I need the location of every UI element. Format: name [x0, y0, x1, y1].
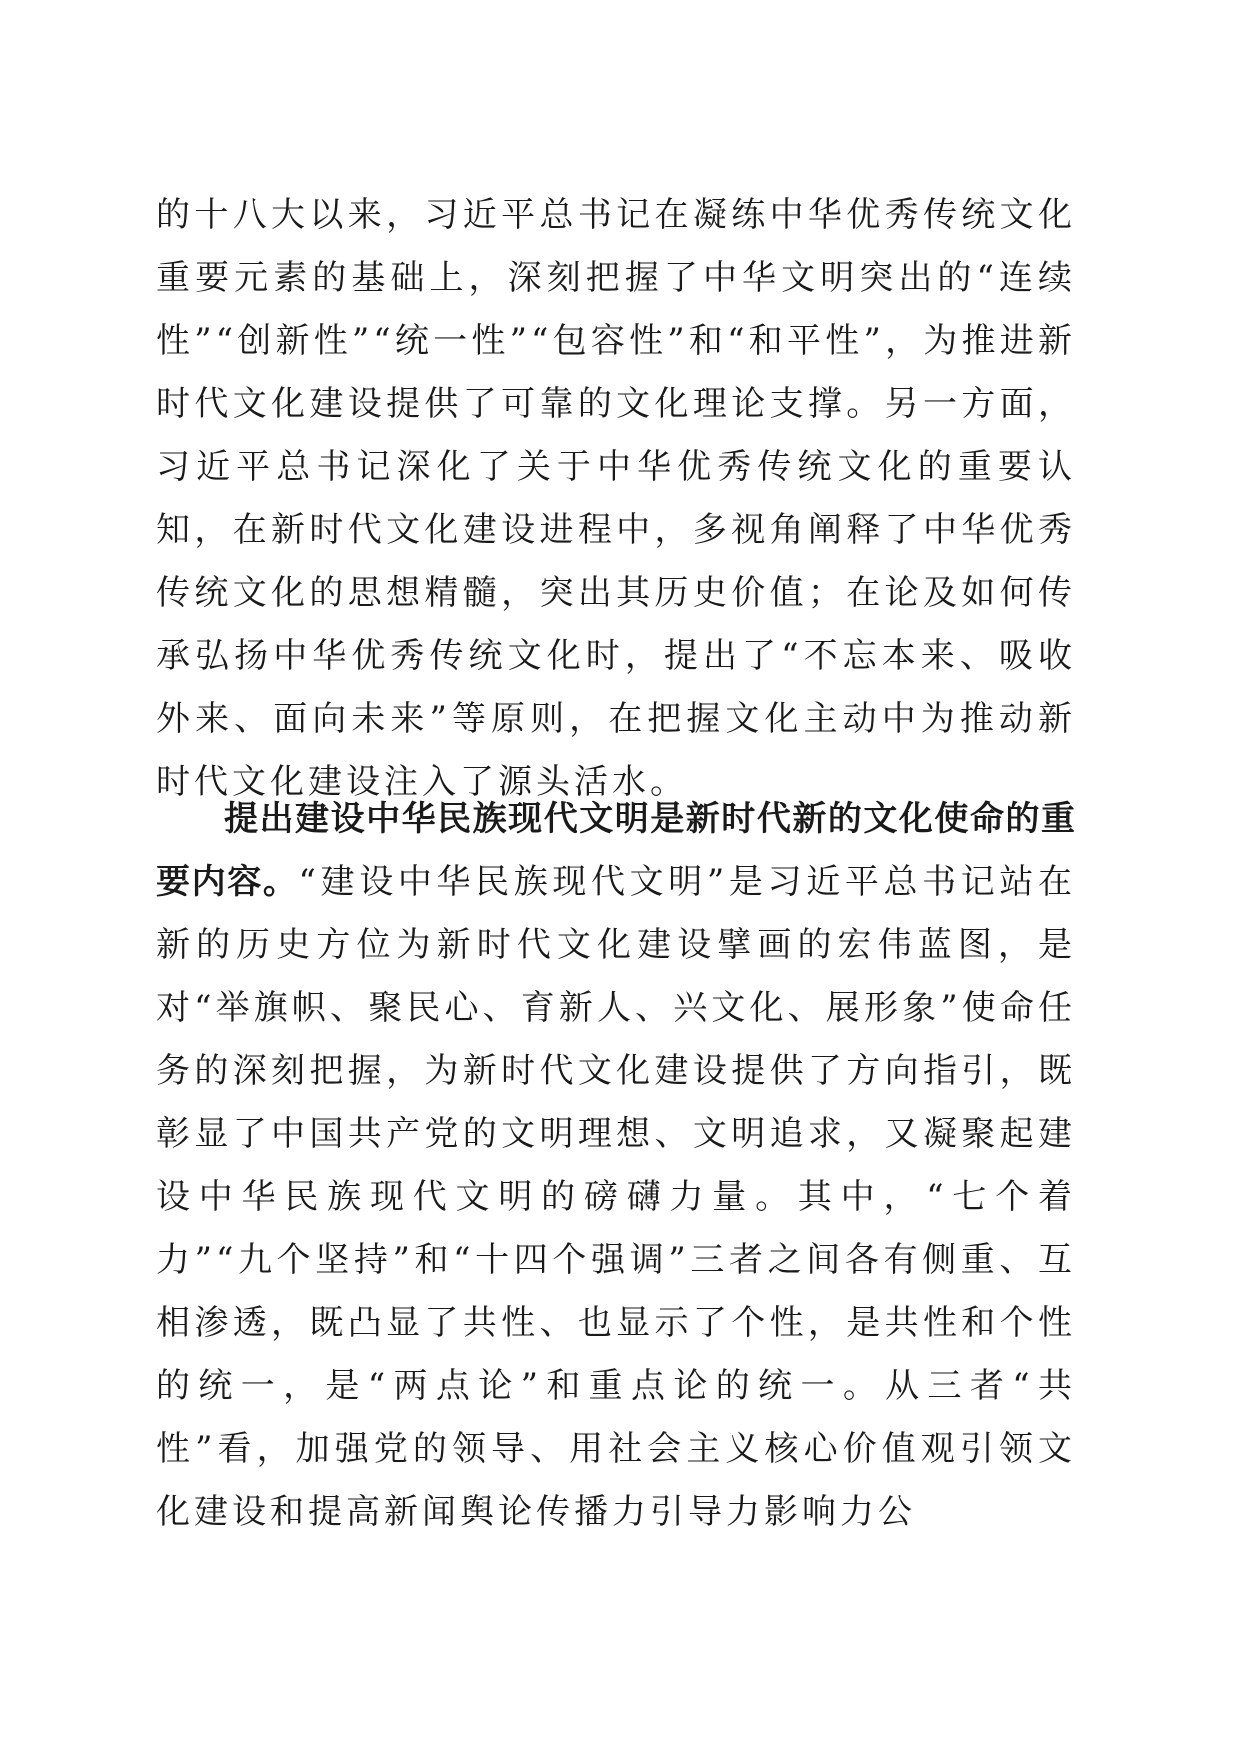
paragraph-1: 的十八大以来，习近平总书记在凝练中华优秀传统文化重要元素的基础上，深刻把握了中华文明突出的“连续性”“创新性”“统一性”“包容性”和“和平性”，为推进新时代文化建设提供了可靠的文化理论支撑。另一方面，习近平总书记深化了关于中华优秀传统文化的重要认知，在新时代文化建设进程中，多视角阐释了中华优秀传统文化的思想精髓，突出其历史价值；在论及如何传承弘扬中华优秀传统文化时，提出了“不忘本来、吸收外来、面向未来”等原则，在把握文化主动中为推动新时代文化建设注入了源头活水。 — [156, 195, 1076, 802]
paragraph-2-body: “建设中华民族现代文明”是习近平总书记站在新的历史方位为新时代文化建设擘画的宏伟蓝图，是对“举旗帜、聚民心、育新人、兴文化、展形象”使命任务的深刻把握，为新时代文化建设提供了方向指引，既彰显了中国共产党的文明理想、文明追求，又凝聚起建设中华民族现代文明的磅礴力量。其中，“七个着力”“九个坚持”和“十四个强调”三者之间各有侧重、互相渗透，既凸显了共性、也显示了个性，是共性和个性的统一，是“两点论”和重点论的统一。从三者“共性”看，加强党的领导、用社会主义核心价值观引领文化建设和提高新闻舆论传播力引导力影响力公 — [156, 862, 1077, 1532]
paragraph-2 — [156, 788, 1076, 1544]
paragraph-2-lead-heading: 提出建设中华民族现代文明是新时代新的文化使命的重要内容。 — [156, 799, 1076, 902]
